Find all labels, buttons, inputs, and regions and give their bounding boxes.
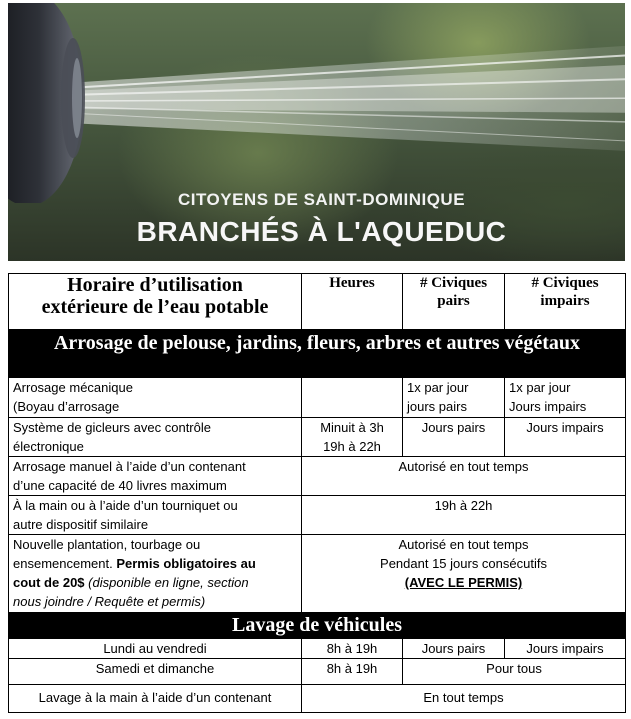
- row-hours: Minuit à 3h 19h à 22h: [302, 418, 403, 457]
- table-row: [9, 639, 626, 659]
- row-label: À la main ou à l’aide d’un tourniquet ou autre dispositif similaire: [9, 496, 302, 535]
- table-header-row: [9, 274, 626, 330]
- row-label: Lavage à la main à l’aide d’un contenant: [9, 685, 302, 713]
- table-row: [9, 378, 626, 418]
- table-title: Horaire d’utilisation extérieure de l’eau potable: [9, 274, 302, 330]
- column-header-odd: # Civiques impairs: [505, 274, 626, 330]
- banner-subtitle: CITOYENS DE SAINT-DOMINIQUE: [177, 190, 466, 209]
- water-spray-graphic: [68, 43, 625, 203]
- row-label: Lundi au vendredi: [9, 639, 302, 659]
- section-header-vehicles: Lavage de véhicules: [9, 613, 626, 639]
- permit-note: (AVEC LE PERMIS): [404, 575, 523, 590]
- table-row: [9, 496, 626, 535]
- column-header-hours: Heures: [302, 274, 403, 330]
- row-label: Samedi et dimanche: [9, 659, 302, 685]
- header-banner: [8, 3, 625, 261]
- row-schedule: 19h à 22h: [302, 496, 626, 535]
- row-schedule: Autorisé en tout temps: [302, 457, 626, 496]
- row-even: 1x par jour jours pairs: [403, 378, 505, 418]
- row-even: Jours pairs: [403, 418, 505, 457]
- row-label: Nouvelle plantation, tourbage ou ensemencement. Permis obligatoires au cout de 20$ (disponible en ligne, section nous joindre / Requête et permis): [9, 535, 302, 613]
- row-label: Arrosage manuel à l’aide d’un contenant d’une capacité de 40 livres maximum: [9, 457, 302, 496]
- table-row: [9, 535, 626, 613]
- row-schedule: Autorisé en tout temps Pendant 15 jours consécutifs (AVEC LE PERMIS): [302, 535, 626, 613]
- table-row: [9, 685, 626, 713]
- row-label: Système de gicleurs avec contrôle électronique: [9, 418, 302, 457]
- table-row: [9, 659, 626, 685]
- row-both: Pour tous: [403, 659, 626, 685]
- section-header-watering: Arrosage de pelouse, jardins, fleurs, arbres et autres végétaux: [9, 330, 626, 378]
- row-schedule: En tout temps: [302, 685, 626, 713]
- table-row: [9, 457, 626, 496]
- row-hours: 8h à 19h: [302, 659, 403, 685]
- row-odd: Jours impairs: [505, 418, 626, 457]
- row-hours: [302, 378, 403, 418]
- water-schedule-table: [8, 273, 626, 713]
- row-even: Jours pairs: [403, 639, 505, 659]
- table-row: [9, 418, 626, 457]
- row-hours: 8h à 19h: [302, 639, 403, 659]
- hose-nozzle-icon: [8, 3, 118, 203]
- column-header-even: # Civiques pairs: [403, 274, 505, 330]
- banner-title: BRANCHÉS À L'AQUEDUC: [136, 216, 507, 247]
- row-label: Arrosage mécanique (Boyau d’arrosage: [9, 378, 302, 418]
- row-odd: Jours impairs: [505, 639, 626, 659]
- row-odd: 1x par jour Jours impairs: [505, 378, 626, 418]
